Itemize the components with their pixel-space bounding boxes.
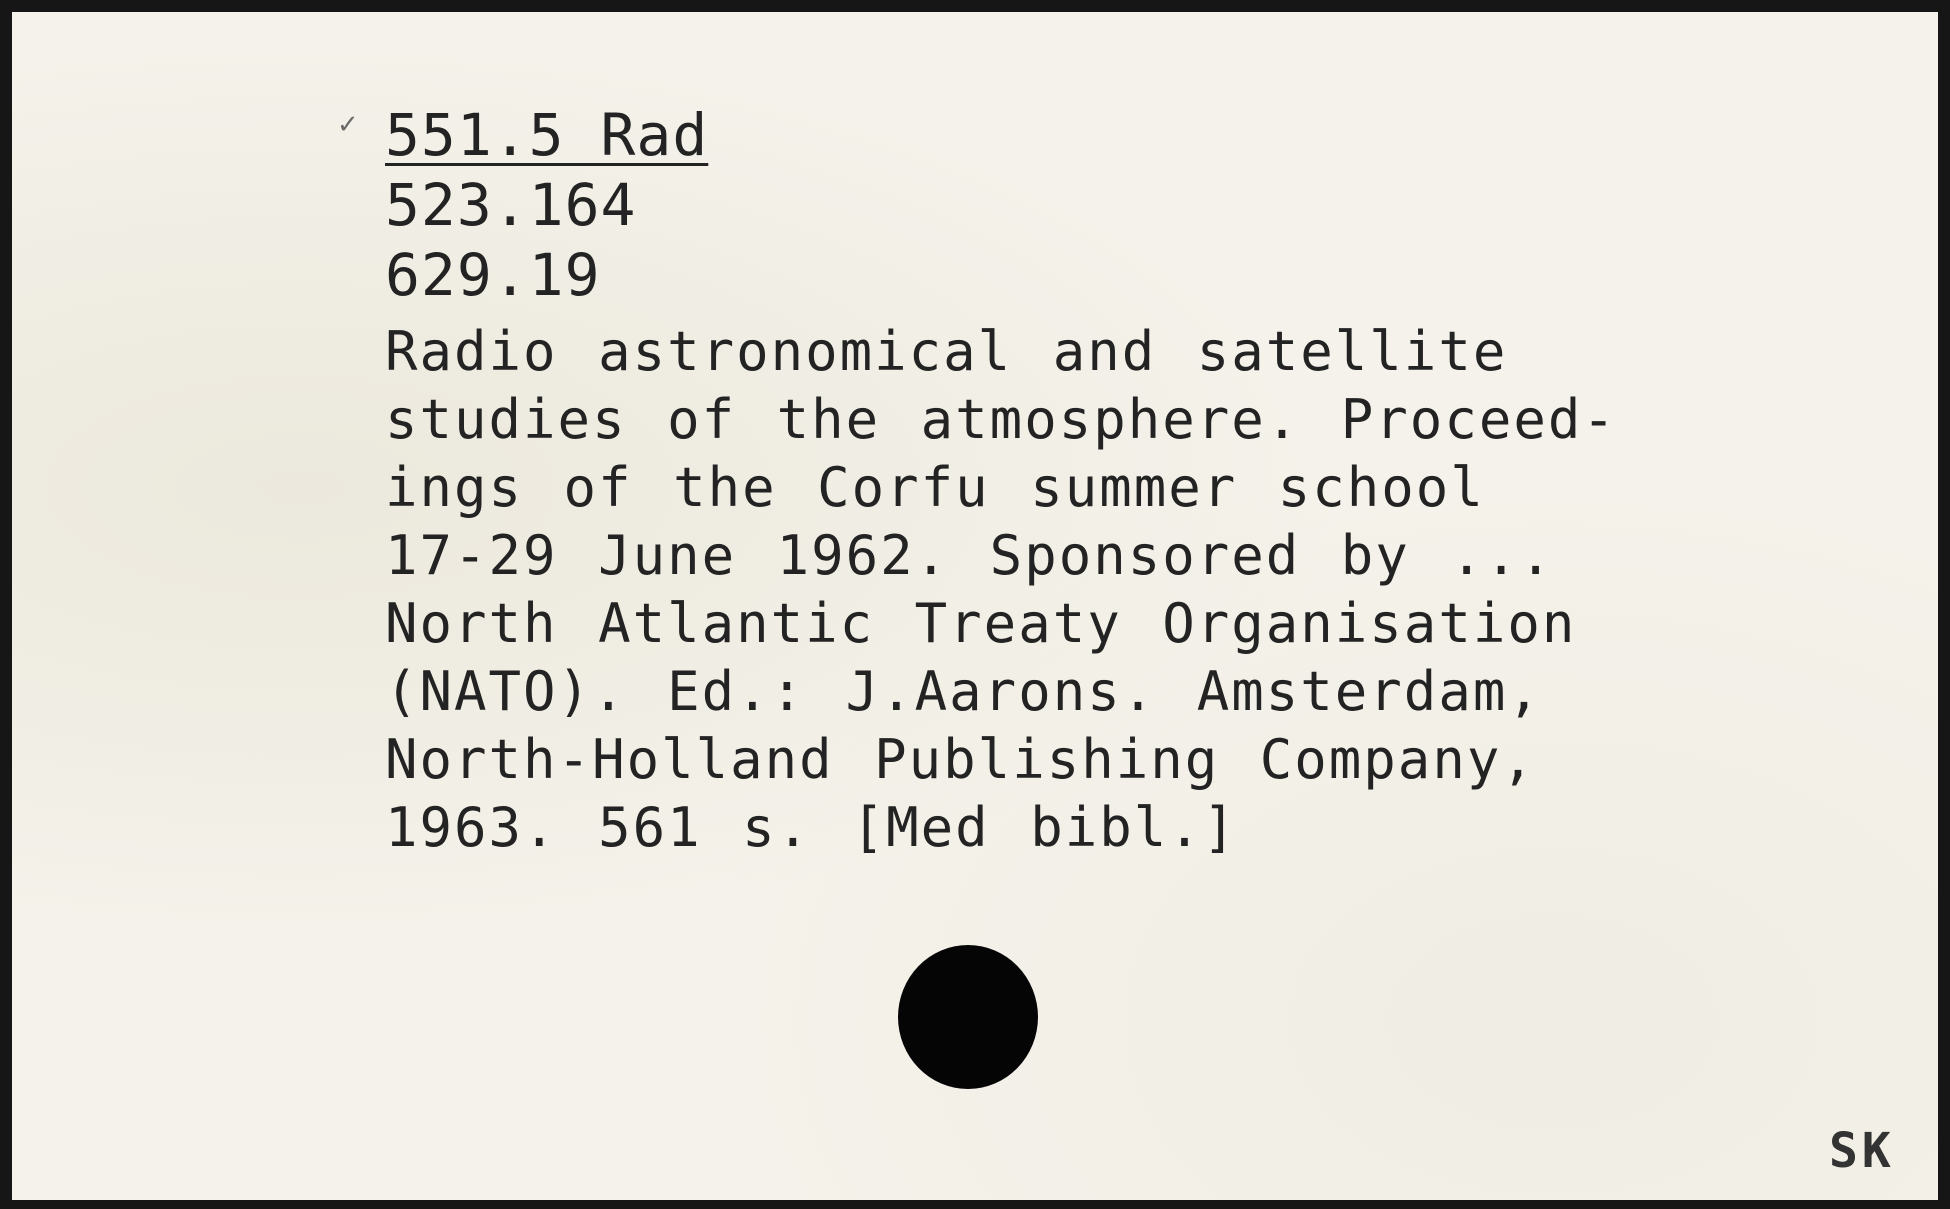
punch-hole — [898, 945, 1038, 1089]
call-number-secondary: 523.164 — [385, 171, 637, 239]
bibliographic-entry — [385, 318, 1617, 862]
entry-line: Radio astronomical and satellite — [385, 320, 1508, 383]
entry-line: North-Holland Publishing Company, — [385, 728, 1536, 791]
entry-line: ings of the Corfu summer school — [385, 456, 1485, 519]
call-numbers — [385, 100, 708, 310]
call-number-tertiary: 629.19 — [385, 241, 601, 309]
entry-line: North Atlantic Treaty Organisation — [385, 592, 1577, 655]
entry-line: 1963. 561 s. [Med bibl.] — [385, 796, 1238, 859]
entry-line: studies of the atmosphere. Proceed- — [385, 388, 1617, 451]
entry-line: (NATO). Ed.: J.Aarons. Amsterdam, — [385, 660, 1542, 723]
library-code: SK — [1829, 1123, 1895, 1179]
entry-line: 17-29 June 1962. Sponsored by ... — [385, 524, 1554, 587]
call-number-primary: 551.5 Rad — [385, 101, 709, 169]
catalog-card — [12, 12, 1938, 1200]
check-mark-icon: ✓ — [337, 110, 359, 140]
